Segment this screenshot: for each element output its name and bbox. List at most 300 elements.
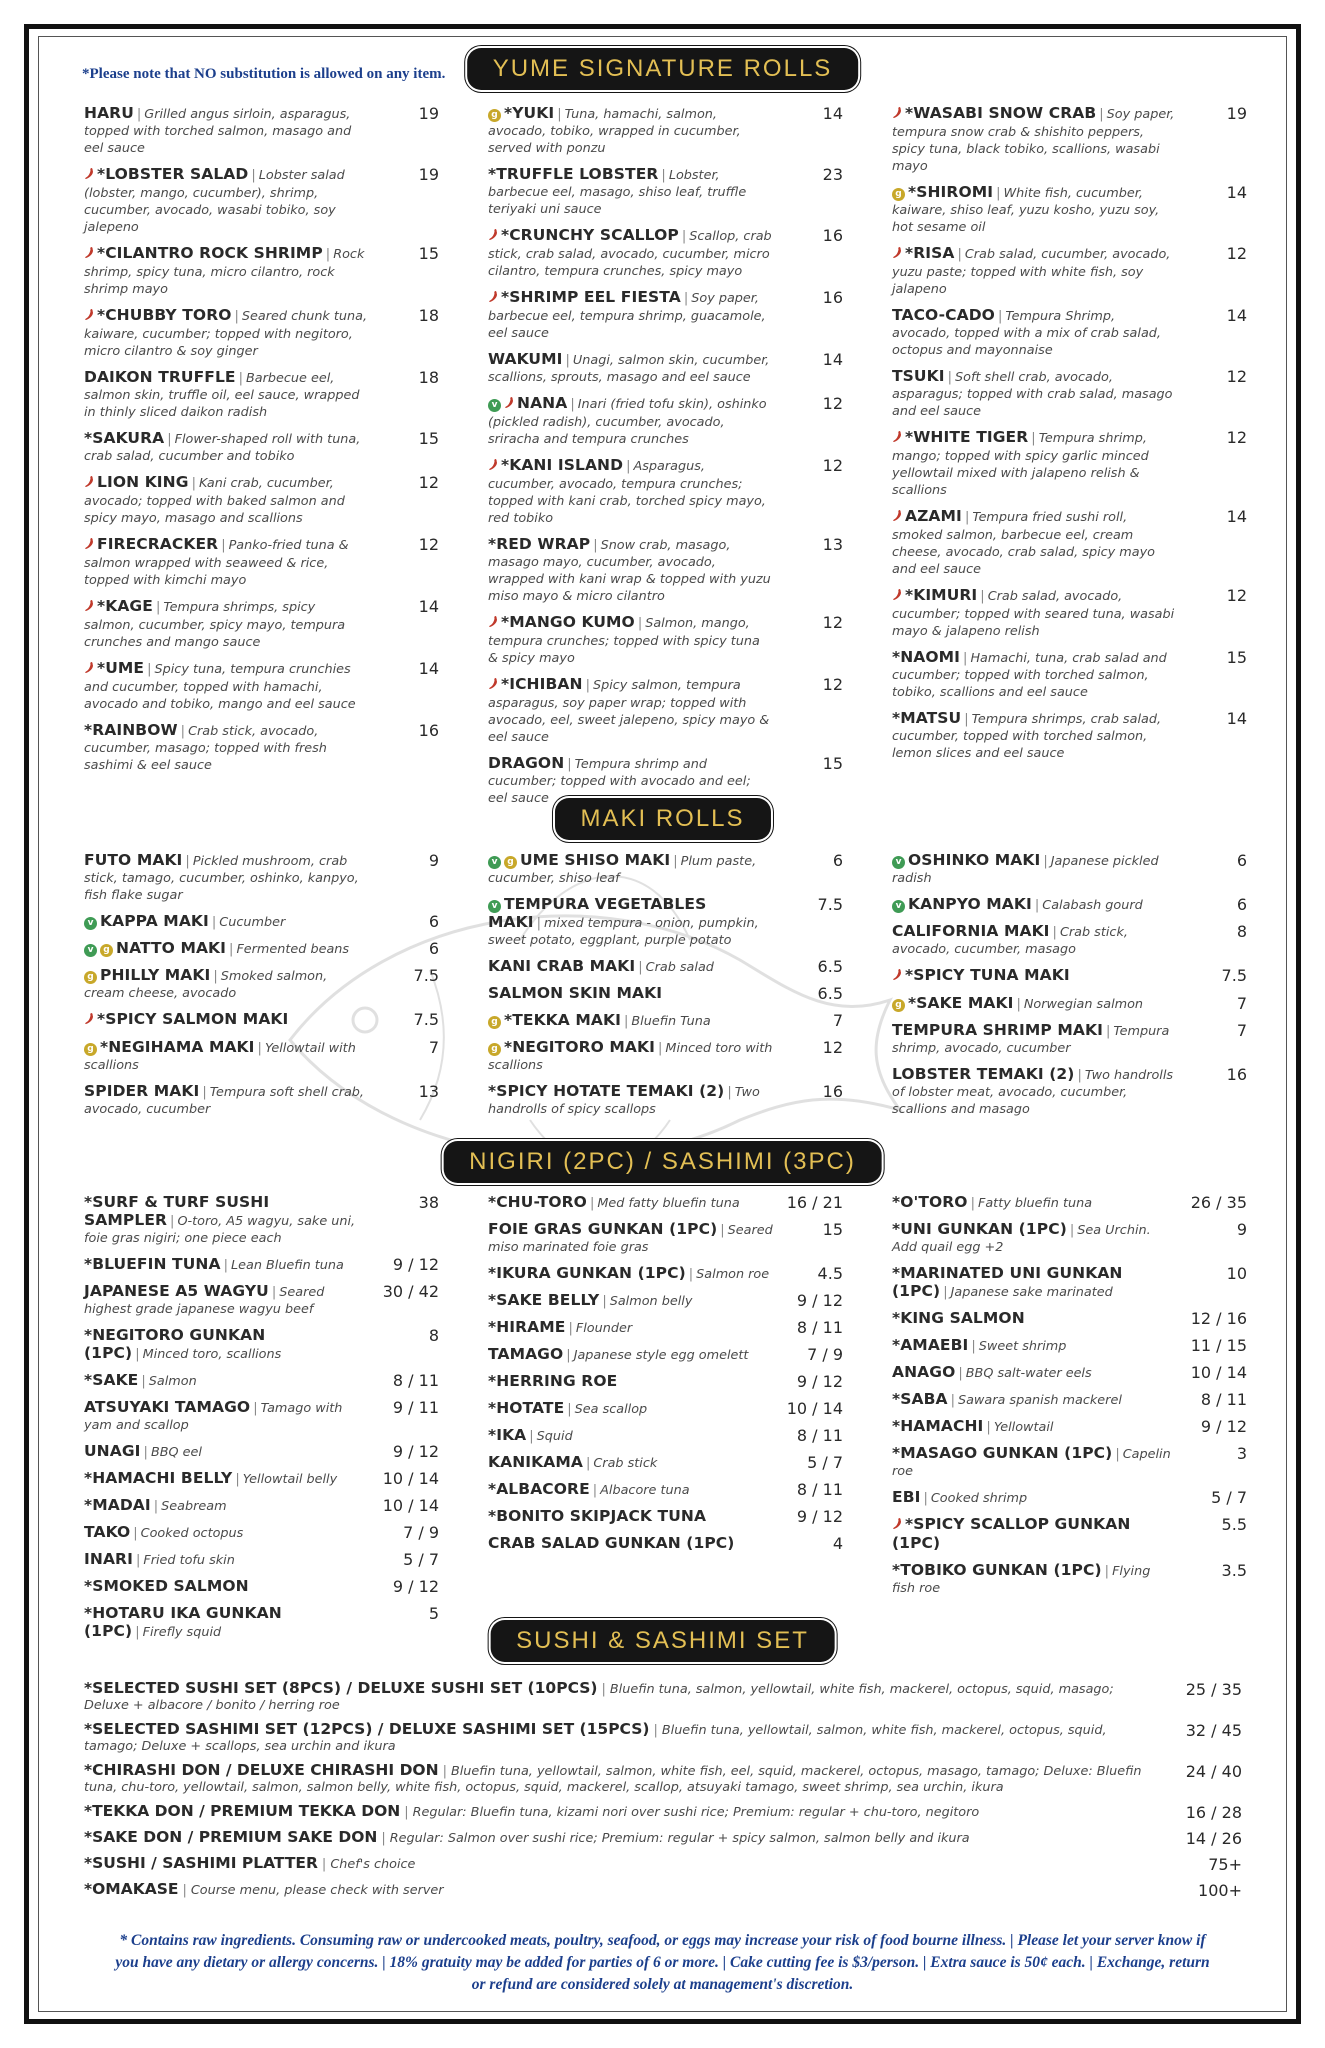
menu-item: *MATSU | Tempura shrimps, crab salad, cucumber, topped with torched salmon, lemon slices and eel sauce 14 bbox=[892, 709, 1247, 761]
item-price: 6 bbox=[1236, 851, 1247, 870]
item-description: Cooked shrimp bbox=[930, 1491, 1028, 1506]
item-name: UME SHISO MAKI bbox=[520, 851, 671, 869]
chili-spicy-icon bbox=[488, 458, 499, 476]
menu-item bbox=[892, 1310, 1247, 1328]
substitution-note: *Please note that NO substitution is allowed on any item. bbox=[82, 66, 446, 82]
item-description: Unagi, salmon skin, cucumber, scallions, sprouts, masago and eel sauce bbox=[488, 353, 770, 385]
menu-item: *RISA | Crab salad, cucumber, avocado, yuzu paste; topped with white fish, soy jalapeno 12 bbox=[892, 244, 1247, 297]
item-name: *SAKE bbox=[84, 1371, 139, 1389]
menu-item: v OSHINKO MAKI | Japanese pickled radish 6 bbox=[892, 851, 1247, 886]
item-description: Crab stick, avocado, cucumber, masago; topped with fresh sashimi & eel sauce bbox=[84, 724, 327, 773]
chili-spicy-icon bbox=[84, 167, 95, 185]
item-price: 12 bbox=[822, 675, 843, 694]
item-name: EBI bbox=[892, 1488, 921, 1506]
menu-item: *RAINBOW | Crab stick, avocado, cucumber, masago; topped with fresh sashimi & eel sauce 16 bbox=[84, 721, 439, 773]
item-price: 16 bbox=[418, 721, 439, 740]
item-price: 12 bbox=[1226, 586, 1247, 605]
item-description: Smoked salmon, cream cheese, avocado bbox=[84, 969, 328, 1001]
set-item: *CHIRASHI DON / DELUXE CHIRASHI DON | Bluefin tuna, yellowtail, salmon, white fish, eel, squid, mackerel, octopus, masago, tamago; Deluxe: Bluefin tuna, chu-toro, yellowtail, salmon, salmon belly, white fish, octopus, squid, mackerel, scallop, atsuyaki tamago, sweet shrimp, sea urchin, ikura 24 / 40 bbox=[84, 1761, 1242, 1795]
item-price: 10 / 14 bbox=[382, 1496, 439, 1515]
item-description: Tuna, hamachi, salmon, avocado, tobiko, wrapped in cucumber, served with ponzu bbox=[488, 107, 741, 156]
item-name: JAPANESE A5 WAGYU bbox=[84, 1282, 269, 1300]
item-description: Soft shell crab, avocado, asparagus; topped with crab salad, masago and eel sauce bbox=[892, 370, 1173, 419]
chili-spicy-icon bbox=[84, 661, 95, 679]
menu-item: *TRUFFLE LOBSTER | Lobster, barbecue eel, masago, shiso leaf, truffle teriyaki uni sauce 23 bbox=[488, 165, 843, 217]
item-name: DRAGON bbox=[488, 754, 565, 772]
item-name: *RED WRAP bbox=[488, 535, 591, 553]
set-name: *TEKKA DON / PREMIUM TEKKA DON bbox=[84, 1802, 401, 1820]
set-description: Regular: Bluefin tuna, kizami nori over sushi rice; Premium: regular + chu-toro, negitoro bbox=[412, 1805, 980, 1820]
chili-spicy-icon bbox=[488, 615, 499, 633]
item-description: BBQ eel bbox=[150, 1445, 202, 1460]
item-description: Tempura shrimp, avocado, cucumber bbox=[892, 1024, 1170, 1056]
item-price: 9 / 12 bbox=[796, 1507, 843, 1526]
menu-item: *IKURA GUNKAN (1PC) | Salmon roe 4.5 bbox=[488, 1264, 843, 1283]
set-description: Bluefin tuna, yellowtail, salmon, white fish, eel, squid, mackerel, octopus, masago, tamago; Deluxe: Bluefin tuna, chu-toro, yellowtail, salmon, salmon belly, white fish, octopus, squid, mackerel, scallop, atsuyaki tamago, sweet shrimp, sea urchin, ikura bbox=[84, 1764, 1142, 1795]
item-price: 38 bbox=[418, 1193, 439, 1212]
item-name: *RAINBOW bbox=[84, 721, 178, 739]
gluten-free-icon: g bbox=[84, 971, 97, 984]
item-name: SALMON SKIN MAKI bbox=[488, 984, 663, 1002]
menu-item: TACO-CADO | Tempura Shrimp, avocado, topped with a mix of crab salad, octopus and mayonnaise 14 bbox=[892, 306, 1247, 358]
gluten-free-icon: g bbox=[504, 856, 517, 869]
item-description: Tempura shrimp, mango; topped with spicy garlic minced yellowtail mixed with jalapeno relish & scallions bbox=[892, 431, 1149, 498]
item-name: PHILLY MAKI bbox=[100, 966, 211, 984]
item-description: Tempura shrimp and cucumber; topped with avocado and eel; eel sauce bbox=[488, 757, 751, 806]
menu-item bbox=[892, 967, 1247, 986]
item-price: 7 / 9 bbox=[403, 1523, 439, 1542]
item-name: TEMPURA SHRIMP MAKI bbox=[892, 1021, 1103, 1039]
menu-item: *HOTATE | Sea scallop 10 / 14 bbox=[488, 1399, 843, 1418]
item-description: Flounder bbox=[575, 1321, 633, 1336]
item-description: Snow crab, masago, masago mayo, cucumber, avocado, wrapped with kani wrap & topped with yuzu miso mayo & micro cilantro bbox=[488, 538, 771, 604]
item-price: 12 bbox=[1226, 428, 1247, 447]
item-description: Fried tofu skin bbox=[143, 1553, 235, 1568]
item-name: *TEKKA MAKI bbox=[504, 1011, 621, 1029]
menu-item: g *NEGIHAMA MAKI | Yellowtail with scallions 7 bbox=[84, 1038, 439, 1073]
item-price: 16 / 21 bbox=[786, 1193, 843, 1212]
item-description: Tempura soft shell crab, avocado, cucumber bbox=[84, 1085, 364, 1117]
item-name: KANI CRAB MAKI bbox=[488, 957, 636, 975]
item-price: 16 bbox=[822, 288, 843, 307]
menu-item: *CRUNCHY SCALLOP | Scallop, crab stick, crab salad, avocado, cucumber, micro cilantro, tempura crunches, spicy mayo 16 bbox=[488, 226, 843, 279]
chili-spicy-icon bbox=[892, 430, 903, 448]
menu-item: *KAGE | Tempura shrimps, spicy salmon, cucumber, spicy mayo, tempura crunches and mango sauce 14 bbox=[84, 597, 439, 650]
item-price: 6 bbox=[832, 851, 843, 870]
item-description: Pickled mushroom, crab stick, tamago, cucumber, oshinko, kanpyo, fish flake sugar bbox=[84, 854, 359, 903]
item-name: *UNI GUNKAN (1PC) bbox=[892, 1220, 1067, 1238]
item-description: Tempura shrimps, crab salad, cucumber, topped with torched salmon, lemon slices and eel sauce bbox=[892, 712, 1162, 761]
item-name: LION KING bbox=[97, 473, 189, 491]
item-price: 5.5 bbox=[1221, 1515, 1247, 1534]
menu-item: *UNI GUNKAN (1PC) | Sea Urchin. Add quail egg +2 9 bbox=[892, 1220, 1247, 1255]
chili-spicy-icon bbox=[892, 246, 903, 264]
menu-item: SPIDER MAKI | Tempura soft shell crab, avocado, cucumber 13 bbox=[84, 1082, 439, 1117]
item-name: TAMAGO bbox=[488, 1345, 564, 1363]
item-description: Yellowtail with scallions bbox=[84, 1041, 356, 1073]
item-price: 18 bbox=[418, 306, 439, 325]
item-price: 12 bbox=[822, 456, 843, 475]
item-name: *ICHIBAN bbox=[501, 675, 583, 693]
menu-item: *CHU-TORO | Med fatty bluefin tuna 16 / 21 bbox=[488, 1193, 843, 1212]
item-name: *NEGITORO MAKI bbox=[504, 1038, 656, 1056]
item-price: 30 / 42 bbox=[382, 1282, 439, 1301]
item-name: *MASAGO GUNKAN (1PC) bbox=[892, 1444, 1113, 1462]
item-description: Asparagus, cucumber, avocado, tempura crunches; topped with kani crab, torched spicy mayo, red tobiko bbox=[488, 459, 766, 526]
item-name: *WASABI SNOW CRAB bbox=[905, 104, 1097, 122]
item-price: 8 / 11 bbox=[392, 1371, 439, 1390]
item-price: 9 / 12 bbox=[392, 1442, 439, 1461]
item-name: *UME bbox=[97, 659, 145, 677]
set-name: *SELECTED SASHIMI SET (12PCS) / DELUXE SASHIMI SET (15PCS) bbox=[84, 1720, 650, 1738]
item-price: 8 bbox=[1236, 922, 1247, 941]
item-description: Soy paper, barbecue eel, tempura shrimp, guacamole, eel sauce bbox=[488, 291, 766, 341]
menu-item: *LOBSTER SALAD | Lobster salad (lobster, mango, cucumber), shrimp, cucumber, avocado, wasabi tobiko, soy jalepeno 19 bbox=[84, 165, 439, 235]
menu-item: JAPANESE A5 WAGYU | Seared highest grade japanese wagyu beef 30 / 42 bbox=[84, 1282, 439, 1317]
item-name: *WHITE TIGER bbox=[905, 428, 1029, 446]
item-description: Sawara spanish mackerel bbox=[957, 1393, 1122, 1408]
menu-item: *O'TORO | Fatty bluefin tuna 26 / 35 bbox=[892, 1193, 1247, 1212]
menu-item: *SURF & TURF SUSHI SAMPLER | O-toro, A5 wagyu, sake uni, foie gras nigiri; one piece each 38 bbox=[84, 1193, 439, 1246]
menu-item: g *SAKE MAKI | Norwegian salmon 7 bbox=[892, 995, 1247, 1013]
set-description: Regular: Salmon over sushi rice; Premium: regular + spicy salmon, salmon belly and ikura bbox=[389, 1831, 970, 1846]
set-description: Bluefin tuna, yellowtail, salmon, white fish, mackerel, octopus, squid, tamago; Deluxe + scallops, sea urchin and ikura bbox=[84, 1723, 1107, 1754]
item-price: 7.5 bbox=[1221, 966, 1247, 985]
item-name: ATSUYAKI TAMAGO bbox=[84, 1398, 251, 1416]
item-name: *NEGITORO GUNKAN (1PC) bbox=[84, 1326, 266, 1362]
item-description: Crab stick bbox=[593, 1456, 658, 1471]
menu-item: *SAKE BELLY | Salmon belly 9 / 12 bbox=[488, 1291, 843, 1310]
item-price: 9 bbox=[428, 851, 439, 870]
menu-item: *MARINATED UNI GUNKAN (1PC) | Japanese sake marinated 10 bbox=[892, 1264, 1247, 1300]
menu-item: v g UME SHISO MAKI | Plum paste, cucumber, shiso leaf 6 bbox=[488, 851, 843, 886]
item-name: *BONITO SKIPJACK TUNA bbox=[488, 1507, 707, 1525]
signature-col-1 bbox=[84, 105, 439, 783]
item-description: Crab salad, avocado, cucumber; topped with seared tuna, wasabi mayo & jalapeno relish bbox=[892, 589, 1175, 639]
item-description: Sea scallop bbox=[574, 1402, 648, 1417]
item-name: *TRUFFLE LOBSTER bbox=[488, 165, 659, 183]
item-name: AZAMI bbox=[905, 507, 962, 525]
item-description: Two handrolls of lobster meat, avocado, cucumber, scallions and masago bbox=[892, 1068, 1174, 1117]
menu-item: FUTO MAKI | Pickled mushroom, crab stick, tamago, cucumber, oshinko, kanpyo, fish flake sugar 9 bbox=[84, 851, 439, 903]
item-description: Two handrolls of spicy scallops bbox=[488, 1085, 760, 1117]
menu-item: WAKUMI | Unagi, salmon skin, cucumber, scallions, sprouts, masago and eel sauce 14 bbox=[488, 350, 843, 385]
item-price: 14 bbox=[1226, 709, 1247, 728]
menu-item: v NANA | Inari (fried tofu skin), oshinko (pickled radish), cucumber, avocado, sriracha and tempura crunches 12 bbox=[488, 394, 843, 447]
item-name: *MADAI bbox=[84, 1496, 151, 1514]
menu-item: *WASABI SNOW CRAB | Soy paper, tempura snow crab & shishito peppers, spicy tuna, black tobiko, scallions, wasabi mayo 19 bbox=[892, 104, 1247, 174]
set-price: 24 / 40 bbox=[1185, 1762, 1242, 1781]
item-name: FIRECRACKER bbox=[97, 535, 219, 553]
item-description: Japanese pickled radish bbox=[892, 854, 1159, 886]
vegetarian-icon: v bbox=[892, 856, 905, 869]
nigiri-col-3 bbox=[892, 1194, 1247, 1606]
menu-item: *NEGITORO GUNKAN (1PC) | Minced toro, scallions 8 bbox=[84, 1326, 439, 1362]
vegetarian-icon: v bbox=[892, 900, 905, 913]
item-description: Norwegian salmon bbox=[1023, 997, 1144, 1012]
item-price: 16 bbox=[1226, 1065, 1247, 1084]
item-name: UNAGI bbox=[84, 1442, 141, 1460]
item-price: 8 / 11 bbox=[796, 1480, 843, 1499]
menu-item: *TOBIKO GUNKAN (1PC) | Flying fish roe 3.5 bbox=[892, 1561, 1247, 1596]
item-price: 14 bbox=[822, 350, 843, 369]
item-name: TSUKI bbox=[892, 367, 945, 385]
item-price: 8 / 11 bbox=[796, 1318, 843, 1337]
item-name: *LOBSTER SALAD bbox=[97, 165, 249, 183]
item-price: 12 bbox=[418, 535, 439, 554]
menu-item: HARU | Grilled angus sirloin, asparagus, topped with torched salmon, masago and eel sauce 19 bbox=[84, 104, 439, 156]
chili-spicy-icon bbox=[892, 1517, 903, 1535]
item-price: 16 bbox=[822, 1082, 843, 1101]
item-price: 7 / 9 bbox=[807, 1345, 843, 1364]
item-name: *CHU-TORO bbox=[488, 1193, 587, 1211]
chili-spicy-icon bbox=[84, 246, 95, 264]
item-price: 12 bbox=[1226, 244, 1247, 263]
section-nigiri-header bbox=[0, 1141, 1325, 1183]
item-description: Yellowtail belly bbox=[242, 1472, 338, 1487]
item-price: 12 bbox=[418, 473, 439, 492]
item-name: *SPICY TUNA MAKI bbox=[905, 966, 1070, 984]
item-price: 19 bbox=[418, 104, 439, 123]
item-price: 12 bbox=[822, 394, 843, 413]
item-price: 5 bbox=[428, 1604, 439, 1623]
menu-item bbox=[892, 1516, 1247, 1553]
item-price: 6.5 bbox=[817, 984, 843, 1003]
menu-item: *UME | Spicy tuna, tempura crunchies and cucumber, topped with hamachi, avocado and tobiko, mango and eel sauce 14 bbox=[84, 659, 439, 712]
item-description: Fermented beans bbox=[236, 942, 350, 957]
item-description: Fatty bluefin tuna bbox=[977, 1196, 1093, 1211]
set-description: Bluefin tuna, salmon, yellowtail, white fish, mackerel, octopus, squid, masago; Deluxe + albacore / bonito / herring roe bbox=[84, 1682, 1114, 1713]
item-price: 9 / 12 bbox=[392, 1255, 439, 1274]
item-price: 10 / 14 bbox=[786, 1399, 843, 1418]
menu-item: *HIRAME | Flounder 8 / 11 bbox=[488, 1318, 843, 1337]
menu-item: TAMAGO | Japanese style egg omelett 7 / 9 bbox=[488, 1345, 843, 1364]
set-name: *SELECTED SUSHI SET (8PCS) / DELUXE SUSHI SET (10PCS) bbox=[84, 1679, 598, 1697]
set-price: 14 / 26 bbox=[1185, 1829, 1242, 1848]
item-description: Tempura Shrimp, avocado, topped with a mix of crab salad, octopus and mayonnaise bbox=[892, 309, 1161, 358]
menu-item: *WHITE TIGER | Tempura shrimp, mango; topped with spicy garlic minced yellowtail mixed with jalapeno relish & scallions 12 bbox=[892, 428, 1247, 498]
item-name: *SABA bbox=[892, 1390, 948, 1408]
section-banner: SUSHI & SASHIMI SET bbox=[490, 1620, 835, 1662]
set-name: *SUSHI / SASHIMI PLATTER bbox=[84, 1854, 318, 1872]
menu-item: *MANGO KUMO | Salmon, mango, tempura crunches; topped with spicy tuna & spicy mayo 12 bbox=[488, 613, 843, 666]
item-price: 6.5 bbox=[817, 957, 843, 976]
menu-item: *CILANTRO ROCK SHRIMP | Rock shrimp, spicy tuna, micro cilantro, rock shrimp mayo 15 bbox=[84, 244, 439, 297]
item-name: *SHIROMI bbox=[908, 183, 994, 201]
item-description: Scallop, crab stick, crab salad, avocado, cucumber, micro cilantro, tempura crunches, spicy mayo bbox=[488, 229, 772, 279]
item-description: Cooked octopus bbox=[140, 1526, 244, 1541]
menu-item: *KANI ISLAND | Asparagus, cucumber, avocado, tempura crunches; topped with kani crab, torched spicy mayo, red tobiko 12 bbox=[488, 456, 843, 526]
item-price: 18 bbox=[418, 368, 439, 387]
menu-item: *SHRIMP EEL FIESTA | Soy paper, barbecue eel, tempura shrimp, guacamole, eel sauce 16 bbox=[488, 288, 843, 341]
item-price: 7.5 bbox=[413, 966, 439, 985]
item-name: *SAKE BELLY bbox=[488, 1291, 600, 1309]
item-price: 7.5 bbox=[413, 1010, 439, 1029]
item-name: WAKUMI bbox=[488, 350, 563, 368]
item-price: 14 bbox=[1226, 183, 1247, 202]
item-description: Albacore tuna bbox=[600, 1483, 690, 1498]
item-description: Med fatty bluefin tuna bbox=[597, 1196, 740, 1211]
menu-item: v KANPYO MAKI | Calabash gourd 6 bbox=[892, 896, 1247, 914]
item-name: ANAGO bbox=[892, 1363, 956, 1381]
chili-spicy-icon bbox=[84, 599, 95, 617]
menu-item: g *YUKI | Tuna, hamachi, salmon, avocado, tobiko, wrapped in cucumber, served with ponzu 14 bbox=[488, 104, 843, 156]
item-description: Grilled angus sirloin, asparagus, topped with torched salmon, masago and eel sauce bbox=[84, 107, 352, 156]
menu-item: *CHUBBY TORO | Seared chunk tuna, kaiware, cucumber; topped with negitoro, micro cilantro & soy ginger 18 bbox=[84, 306, 439, 359]
item-price: 10 bbox=[1226, 1264, 1247, 1283]
menu-item: UNAGI | BBQ eel 9 / 12 bbox=[84, 1442, 439, 1461]
item-price: 12 / 16 bbox=[1190, 1309, 1247, 1328]
set-price: 16 / 28 bbox=[1185, 1803, 1242, 1822]
gluten-free-icon: g bbox=[84, 1043, 97, 1056]
item-name: *HERRING ROE bbox=[488, 1372, 618, 1390]
item-price: 11 / 15 bbox=[1190, 1336, 1247, 1355]
item-description: Seared chunk tuna, kaiware, cucumber; topped with negitoro, micro cilantro & soy ginger bbox=[84, 309, 368, 359]
item-price: 8 bbox=[428, 1326, 439, 1345]
menu-item: KANIKAMA | Crab stick 5 / 7 bbox=[488, 1453, 843, 1472]
item-description: Kani crab, cucumber, avocado; topped with baked salmon and spicy mayo, masago and scallions bbox=[84, 476, 345, 526]
item-price: 15 bbox=[418, 244, 439, 263]
item-name: TACO-CADO bbox=[892, 306, 995, 324]
menu-item: *RED WRAP | Snow crab, masago, masago mayo, cucumber, avocado, wrapped with kani wrap & topped with yuzu miso mayo & micro cilantro 13 bbox=[488, 535, 843, 604]
menu-item bbox=[488, 1508, 843, 1526]
menu-item: v g NATTO MAKI | Fermented beans 6 bbox=[84, 940, 439, 958]
nigiri-col-1 bbox=[84, 1194, 439, 1650]
item-name: KAPPA MAKI bbox=[100, 912, 209, 930]
item-name: *IKURA GUNKAN (1PC) bbox=[488, 1264, 686, 1282]
item-price: 19 bbox=[418, 165, 439, 184]
menu-item: EBI | Cooked shrimp 5 / 7 bbox=[892, 1488, 1247, 1507]
item-description: Seabream bbox=[161, 1499, 227, 1514]
item-description: Cucumber bbox=[219, 915, 286, 930]
item-description: White fish, cucumber, kaiware, shiso leaf, yuzu kosho, yuzu soy, hot sesame oil bbox=[892, 186, 1160, 235]
set-name: *SAKE DON / PREMIUM SAKE DON bbox=[84, 1828, 378, 1846]
item-name: *NEGIHAMA MAKI bbox=[100, 1038, 255, 1056]
maki-col-3 bbox=[892, 852, 1247, 1127]
item-price: 12 bbox=[822, 1038, 843, 1057]
item-price: 14 bbox=[418, 597, 439, 616]
item-description: Japanese sake marinated bbox=[950, 1285, 1113, 1300]
item-price: 7 bbox=[428, 1038, 439, 1057]
menu-item: *IKA | Squid 8 / 11 bbox=[488, 1426, 843, 1445]
menu-item: TEMPURA SHRIMP MAKI | Tempura shrimp, avocado, cucumber 7 bbox=[892, 1021, 1247, 1056]
item-description: Crab salad bbox=[645, 960, 714, 975]
item-name: *SURF & TURF SUSHI SAMPLER bbox=[84, 1193, 270, 1229]
item-description: Lobster, barbecue eel, masago, shiso leaf, truffle teriyaki uni sauce bbox=[488, 168, 747, 217]
section-banner: YUME SIGNATURE ROLLS bbox=[467, 48, 859, 90]
signature-col-3 bbox=[892, 105, 1247, 771]
item-name: *SAKE MAKI bbox=[908, 994, 1014, 1012]
item-name: SPIDER MAKI bbox=[84, 1082, 200, 1100]
item-description: Plum paste, cucumber, shiso leaf bbox=[488, 854, 757, 886]
item-description: Calabash gourd bbox=[1042, 898, 1143, 913]
nigiri-col-2 bbox=[488, 1194, 843, 1562]
set-item: *SELECTED SASHIMI SET (12PCS) / DELUXE SASHIMI SET (15PCS) | Bluefin tuna, yellowtail, salmon, white fish, mackerel, octopus, squid, tamago; Deluxe + scallops, sea urchin and ikura 32 / 45 bbox=[84, 1720, 1242, 1754]
item-price: 5 / 7 bbox=[807, 1453, 843, 1472]
item-description: Squid bbox=[536, 1429, 573, 1444]
menu-item: INARI | Fried tofu skin 5 / 7 bbox=[84, 1550, 439, 1569]
item-price: 14 bbox=[1226, 507, 1247, 526]
item-price: 13 bbox=[418, 1082, 439, 1101]
vegetarian-icon: v bbox=[488, 856, 501, 869]
item-price: 12 bbox=[822, 613, 843, 632]
item-price: 8 / 11 bbox=[796, 1426, 843, 1445]
item-description: Flying fish roe bbox=[892, 1564, 1151, 1596]
item-description: Spicy tuna, tempura crunchies and cucumber, topped with hamachi, avocado and tobiko, mango and eel sauce bbox=[84, 662, 356, 712]
sushi-sashimi-sets bbox=[84, 1680, 1242, 1907]
menu-item: *AMAEBI | Sweet shrimp 11 / 15 bbox=[892, 1336, 1247, 1355]
item-name: *SPICY SCALLOP GUNKAN (1PC) bbox=[892, 1515, 1131, 1552]
set-description: Chef's choice bbox=[330, 1857, 416, 1872]
section-banner: MAKI ROLLS bbox=[554, 798, 770, 840]
item-name: *CRUNCHY SCALLOP bbox=[501, 226, 679, 244]
item-price: 19 bbox=[1226, 104, 1247, 123]
menu-item: *HOTARU IKA GUNKAN (1PC) | Firefly squid 5 bbox=[84, 1604, 439, 1640]
item-description: Capelin roe bbox=[892, 1447, 1171, 1479]
section-signature-header bbox=[0, 48, 1325, 90]
item-description: Sweet shrimp bbox=[978, 1339, 1067, 1354]
item-price: 9 / 12 bbox=[392, 1577, 439, 1596]
section-banner: NIGIRI (2PC) / SASHIMI (3PC) bbox=[443, 1141, 882, 1183]
chili-spicy-icon bbox=[892, 588, 903, 606]
item-name: *BLUEFIN TUNA bbox=[84, 1255, 221, 1273]
item-description: Crab salad, cucumber, avocado, yuzu paste; topped with white fish, soy jalapeno bbox=[892, 247, 1171, 297]
item-price: 3.5 bbox=[1221, 1561, 1247, 1580]
item-price: 14 bbox=[418, 659, 439, 678]
item-name: *YUKI bbox=[504, 104, 555, 122]
signature-col-2 bbox=[488, 105, 843, 816]
item-price: 8 / 11 bbox=[1200, 1390, 1247, 1409]
menu-item: LION KING | Kani crab, cucumber, avocado; topped with baked salmon and spicy mayo, masago and scallions 12 bbox=[84, 473, 439, 526]
item-price: 4 bbox=[832, 1534, 843, 1553]
set-description: Course menu, please check with server bbox=[190, 1883, 444, 1898]
item-description: Tempura fried sushi roll, smoked salmon, barbecue eel, cream cheese, avocado, crab salad, spicy mayo and eel sauce bbox=[892, 510, 1156, 577]
item-price: 6 bbox=[428, 912, 439, 931]
item-name: *HOTARU IKA GUNKAN (1PC) bbox=[84, 1604, 282, 1640]
item-description: Salmon, mango, tempura crunches; topped with spicy tuna & spicy mayo bbox=[488, 616, 760, 666]
menu-item: v KAPPA MAKI | Cucumber 6 bbox=[84, 913, 439, 931]
gluten-free-icon: g bbox=[488, 109, 501, 122]
item-name: *MARINATED UNI GUNKAN (1PC) bbox=[892, 1264, 1123, 1300]
item-name: *SMOKED SALMON bbox=[84, 1577, 249, 1595]
item-price: 10 / 14 bbox=[382, 1469, 439, 1488]
chili-spicy-icon bbox=[892, 509, 903, 527]
item-name: *CHUBBY TORO bbox=[97, 306, 232, 324]
item-description: Hamachi, tuna, crab salad and cucumber; topped with torched salmon, tobiko, scallions and eel sauce bbox=[892, 651, 1167, 700]
item-price: 5 / 7 bbox=[1211, 1488, 1247, 1507]
item-name: *TOBIKO GUNKAN (1PC) bbox=[892, 1561, 1102, 1579]
chili-spicy-icon bbox=[504, 396, 515, 414]
item-description: Flower-shaped roll with tuna, crab salad, cucumber and tobiko bbox=[84, 432, 361, 464]
menu-item: g *TEKKA MAKI | Bluefin Tuna 7 bbox=[488, 1012, 843, 1030]
item-price: 7.5 bbox=[817, 895, 843, 914]
chili-spicy-icon bbox=[84, 475, 95, 493]
item-name: *KIMURI bbox=[905, 586, 978, 604]
set-item: *TEKKA DON / PREMIUM TEKKA DON | Regular: Bluefin tuna, kizami nori over sushi rice; Premium: regular + chu-toro, negitoro 16 / 28 bbox=[84, 1802, 1242, 1822]
menu-item bbox=[488, 1535, 843, 1553]
set-name: *OMAKASE bbox=[84, 1880, 179, 1898]
item-name: *HAMACHI BELLY bbox=[84, 1469, 233, 1487]
item-name: *HOTATE bbox=[488, 1399, 565, 1417]
item-description: Tamago with yam and scallop bbox=[84, 1401, 343, 1433]
item-price: 14 bbox=[1226, 306, 1247, 325]
set-item: *SELECTED SUSHI SET (8PCS) / DELUXE SUSHI SET (10PCS) | Bluefin tuna, salmon, yellowtail, white fish, mackerel, octopus, squid, masago; Deluxe + albacore / bonito / herring roe 25 / 35 bbox=[84, 1679, 1242, 1713]
item-price: 16 bbox=[822, 226, 843, 245]
menu-item: AZAMI | Tempura fried sushi roll, smoked salmon, barbecue eel, cream cheese, avocado, crab salad, spicy mayo and eel sauce 14 bbox=[892, 507, 1247, 577]
item-price: 7 bbox=[1236, 1021, 1247, 1040]
item-name: FOIE GRAS GUNKAN (1PC) bbox=[488, 1220, 718, 1238]
menu-item: TAKO | Cooked octopus 7 / 9 bbox=[84, 1523, 439, 1542]
